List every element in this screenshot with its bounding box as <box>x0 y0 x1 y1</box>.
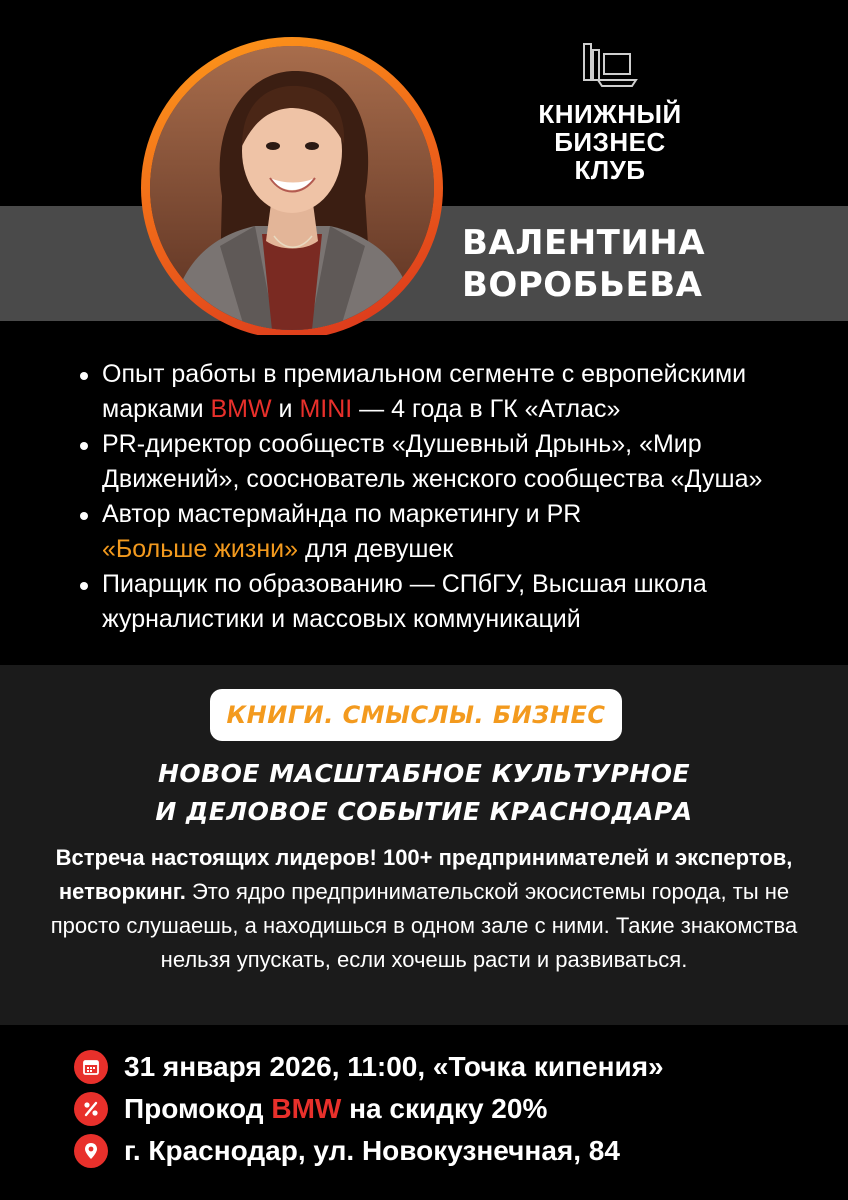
headline-line-2: И ДЕЛОВОЕ СОБЫТИЕ КРАСНОДАРА <box>155 797 693 826</box>
speaker-last-name: ВОРОБЬЕВА <box>462 265 703 305</box>
speaker-name <box>462 222 705 306</box>
percent-icon <box>74 1092 108 1126</box>
logo-line-1: КНИЖНЫЙ <box>538 99 682 129</box>
calendar-icon <box>74 1050 108 1084</box>
event-description <box>40 841 808 977</box>
logo-line-3: КЛУБ <box>574 155 646 185</box>
location-pin-icon <box>74 1134 108 1168</box>
description-rest: Это ядро предпринимательской экосистемы города, ты не просто слушаешь, а находишься в одном зале с ними. Такие знакомства нельзя упускать, если хочешь расти и развиваться. <box>50 879 798 972</box>
promo-code: BMW <box>271 1093 342 1124</box>
speaker-first-name: ВАЛЕНТИНА <box>462 223 706 263</box>
tagline-text: КНИГИ. СМЫСЛЫ. БИЗНЕС <box>226 701 606 729</box>
speaker-photo-frame <box>141 37 443 339</box>
bio-item-education: Пиарщик по образованию — СПбГУ, Высшая школа журналистики и массовых коммуникаций <box>80 567 820 637</box>
header-section <box>0 0 848 335</box>
event-section <box>0 665 848 1025</box>
bio-section <box>0 335 848 665</box>
address-text: г. Краснодар, ул. Новокузнечная, 84 <box>124 1135 620 1166</box>
event-info-section <box>0 1025 848 1200</box>
logo-line-2: БИЗНЕС <box>554 127 666 157</box>
date-row <box>74 1047 664 1087</box>
bio-item-experience: Опыт работы в премиальном сегменте с европейскими марками BMW и MINI — 4 года в ГК «Атлас» <box>80 357 820 427</box>
bio-item-pr-director: PR-директор сообществ «Душевный Дрынь», «Мир Движений», сооснователь женского сообщества «Душа» <box>80 427 820 497</box>
books-laptop-icon <box>582 40 638 90</box>
club-logo <box>530 40 690 184</box>
bio-item-mastermind: Автор мастермайнда по маркетингу и PR «Больше жизни» для девушек <box>80 497 820 567</box>
brand-mini: MINI <box>299 395 353 423</box>
promo-row <box>74 1089 547 1129</box>
promo-text: Промокод BMW на скидку 20% <box>124 1093 548 1124</box>
speaker-photo <box>150 46 434 330</box>
mastermind-name: «Больше жизни» <box>102 535 299 563</box>
date-text: 31 января 2026, 11:00, «Точка кипения» <box>124 1051 664 1082</box>
brand-bmw: BMW <box>210 395 272 423</box>
event-headline <box>0 755 848 831</box>
description-bold: Встреча настоящих лидеров! 100+ предпринимателей и экспертов, нетворкинг. <box>55 845 793 904</box>
bio-list <box>80 357 820 637</box>
tagline-badge <box>210 689 622 741</box>
speaker-portrait-icon <box>150 46 434 330</box>
address-row <box>74 1131 620 1171</box>
headline-line-1: НОВОЕ МАСШТАБНОЕ КУЛЬТУРНОЕ <box>157 759 691 788</box>
